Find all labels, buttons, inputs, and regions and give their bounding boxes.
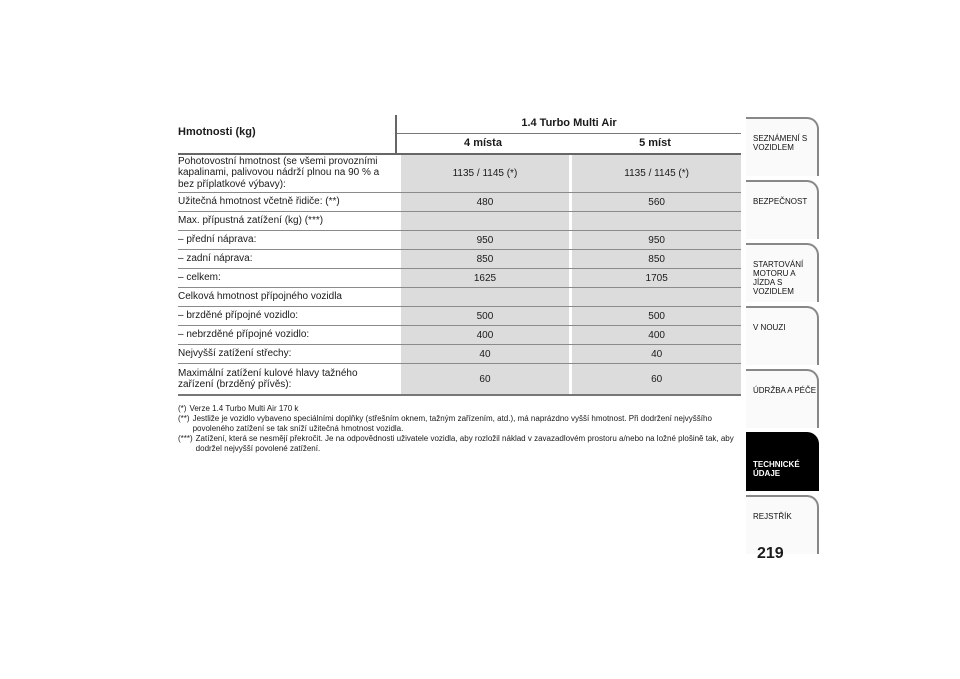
table-row: [178, 288, 741, 307]
row-label: – brzděné přípojné vozidlo:: [178, 310, 299, 322]
tab-label: BEZPEČNOST: [753, 197, 808, 206]
value-4-seats: [401, 212, 570, 230]
tab-technicke-udaje[interactable]: [746, 432, 819, 491]
footnote-text: Jestliže je vozidlo vybaveno speciálními doplňky (střešním oknem, tažným zařízením, atd.), má naprázdno vyšší hmotnost. Při dodržení nejvyššího povoleného zatížení se tak sníží užitečná hmotnost vozidla.: [192, 414, 712, 433]
tab-label: ÚDRŽBA A PÉČE: [753, 386, 817, 395]
table-row: [178, 154, 741, 193]
value-4-seats: 480: [401, 193, 570, 211]
table-row: [178, 193, 741, 212]
tab-label: V NOUZI: [753, 323, 786, 332]
value-5-seats: [572, 212, 741, 230]
value-5-seats: 560: [572, 193, 741, 211]
value-5-seats: [572, 288, 741, 306]
table-row: [178, 212, 741, 231]
row-label: – zadní náprava:: [178, 253, 253, 265]
page-number: 219: [757, 545, 784, 562]
row-label: Pohotovostní hmotnost (se všemi provozními kapalinami, palivovou nádrží plnou na 90 % a bez příplatkové výbavy):: [178, 155, 380, 190]
header-bottom-rule: [178, 153, 741, 155]
table-row: [178, 326, 741, 345]
tab-udrzba[interactable]: [746, 369, 819, 428]
footnote-text: Zatížení, která se nesmějí překročit. Je na odpovědnosti uživatele vozidla, aby rozložil náklad v zavazadlovém prostoru a/nebo na ložné plošině tak, aby dodržel nejvyšší povolené zatížení.: [195, 434, 734, 453]
column-4-seats: 4 místa: [464, 137, 502, 149]
value-4-seats: [401, 288, 570, 306]
footnote: [178, 434, 738, 454]
row-label: Max. přípustná zatížení (kg) (***): [178, 215, 324, 227]
table-row: [178, 250, 741, 269]
value-4-seats: 850: [401, 250, 570, 268]
tab-label: REJSTŘÍK: [753, 512, 792, 521]
tab-v-nouzi[interactable]: [746, 306, 819, 365]
table-header: [178, 115, 741, 154]
table-row: [178, 345, 741, 364]
value-5-seats: 950: [572, 231, 741, 249]
column-5-seats: 5 míst: [639, 137, 671, 149]
tab-label: SEZNÁMENÍ S VOZIDLEM: [753, 134, 808, 152]
value-4-seats: 60: [401, 364, 570, 394]
tab-startovani[interactable]: [746, 243, 819, 302]
tab-bezpecnost[interactable]: [746, 180, 819, 239]
value-4-seats: 950: [401, 231, 570, 249]
value-5-seats: 500: [572, 307, 741, 325]
footnote-mark: (***): [178, 434, 193, 443]
row-label: – přední náprava:: [178, 234, 257, 246]
footnote-mark: (*): [178, 404, 187, 413]
footnote: [178, 404, 738, 414]
table-row: [178, 231, 741, 250]
value-4-seats: 40: [401, 345, 570, 363]
footnote: [178, 414, 738, 434]
value-5-seats: 400: [572, 326, 741, 344]
value-5-seats: 1705: [572, 269, 741, 287]
footnote-text: Verze 1.4 Turbo Multi Air 170 k: [189, 404, 299, 413]
row-label: Užitečná hmotnost včetně řidiče: (**): [178, 196, 340, 208]
footnotes: [178, 404, 738, 454]
row-label: Nejvyšší zatížení střechy:: [178, 348, 292, 360]
weights-table: [178, 115, 741, 396]
tab-label: TECHNICKÉ ÚDAJE: [753, 460, 800, 478]
value-4-seats: 1625: [401, 269, 570, 287]
tab-seznameni[interactable]: [746, 117, 819, 176]
value-4-seats: 500: [401, 307, 570, 325]
row-label: – nebrzděné přípojné vozidlo:: [178, 329, 310, 341]
value-5-seats: 850: [572, 250, 741, 268]
tab-label: STARTOVÁNÍ MOTORU A JÍZDA S VOZIDLEM: [753, 260, 804, 296]
value-5-seats: 60: [572, 364, 741, 394]
model-heading: 1.4 Turbo Multi Air: [521, 117, 617, 129]
row-label: Maximální zatížení kulové hlavy tažného zařízení (brzděný přívěs):: [178, 367, 358, 390]
row-label: Celková hmotnost přípojného vozidla: [178, 291, 342, 303]
table-title: Hmotnosti (kg): [178, 126, 256, 138]
footnote-mark: (**): [178, 414, 190, 423]
value-5-seats: 1135 / 1145 (*): [572, 154, 741, 192]
value-5-seats: 40: [572, 345, 741, 363]
table-row: [178, 307, 741, 326]
table-row: [178, 269, 741, 288]
table-row: [178, 364, 741, 396]
chapter-tabs: [746, 117, 819, 558]
row-label: – celkem:: [178, 272, 221, 284]
value-4-seats: 400: [401, 326, 570, 344]
value-4-seats: 1135 / 1145 (*): [401, 154, 570, 192]
